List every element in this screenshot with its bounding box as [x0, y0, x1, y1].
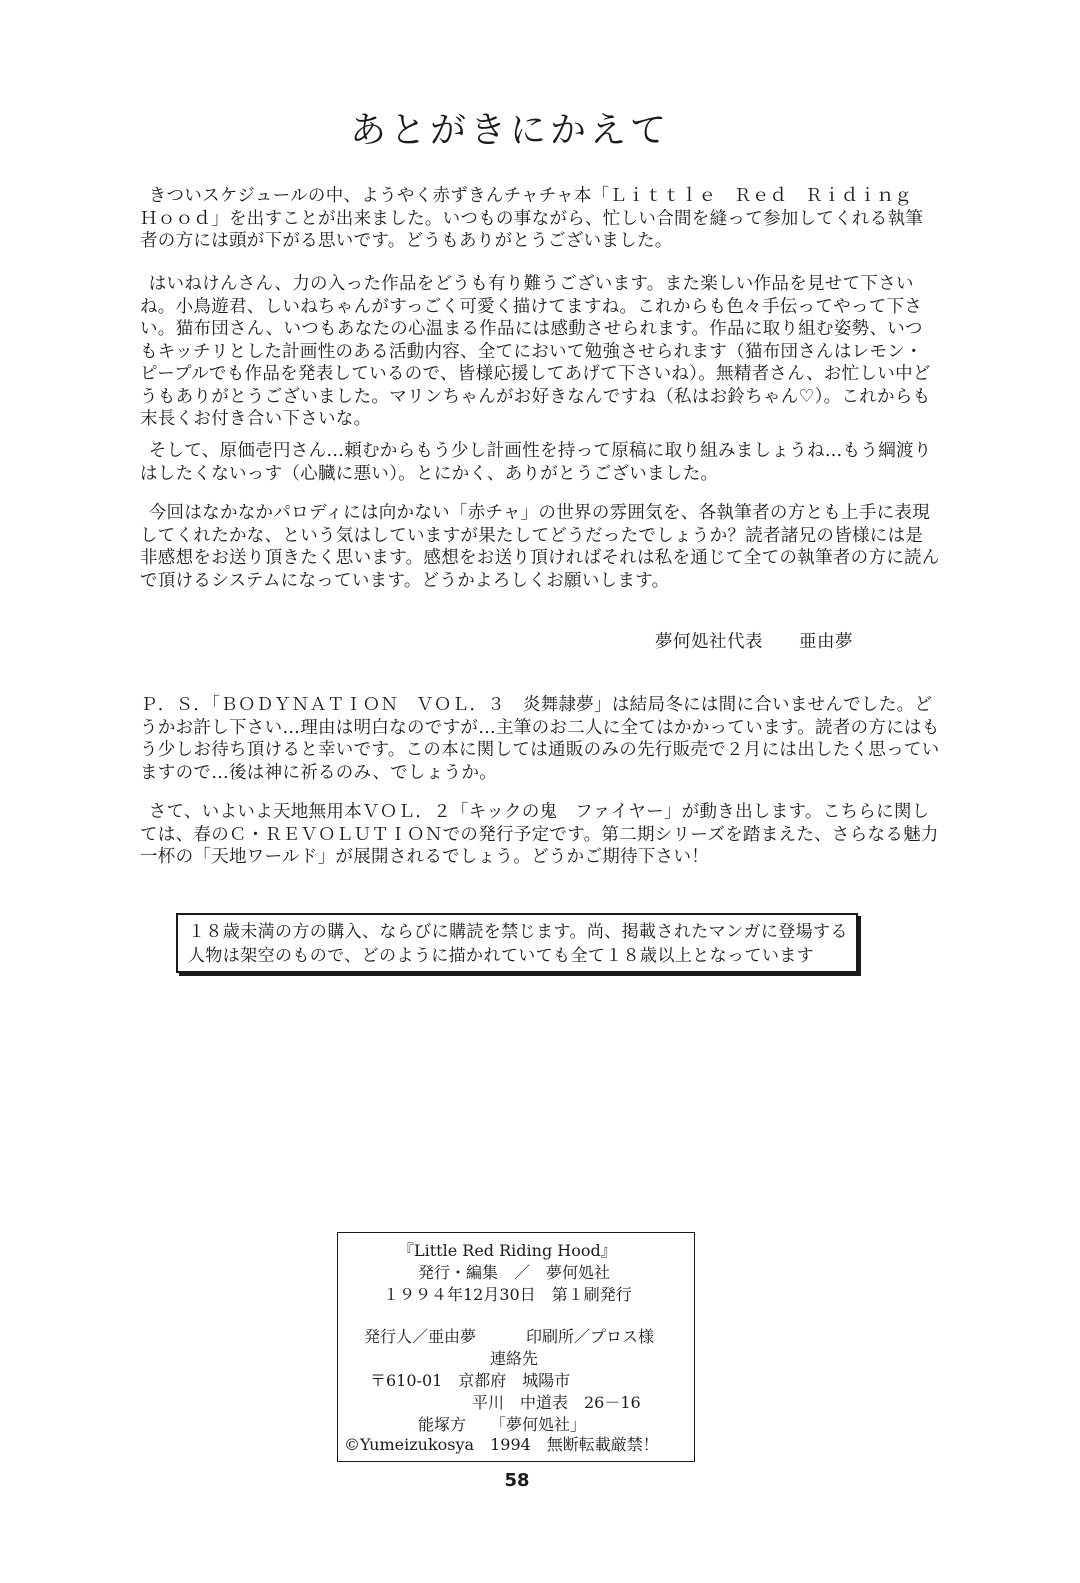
- age-restriction-notice: １８歳未満の方の購入、ならびに購読を禁じます。尚、掲載されたマンガに登場する人物は架空のもので、どのように描かれていても全て１８歳以上となっています: [176, 913, 858, 973]
- signature-org: 夢何処社代表: [655, 632, 763, 652]
- signature-name: 亜由夢: [799, 632, 853, 652]
- colophon-copyright: ©Yumeizukosya 1994 無断転載厳禁！: [344, 1435, 659, 1454]
- paragraph-postscript: Ｐ．Ｓ．「ＢＯＤＹＮＡＴＩＯＮ ＶＯＬ．３ 炎舞隷夢」は結局冬には間に合いませんでした。どうかお許し下さい…理由は明白なのですが…主筆のお二人に全てはかかっています。読者の方にはもう少しお待ち頂けると幸いです。この本に関しては通販のみの先行販売で２月には出したく思っていますので…後は神に祈るのみ、でしょうか。: [140, 695, 940, 783]
- colophon-publisher: 発行人／亜由夢: [364, 1327, 477, 1346]
- paragraph-feedback: 今回はなかなかパロディには向かない「赤チャ」の世界の雰囲気を、各執筆者の方とも上手に表現してくれたかな、という気はしていますが果たしてどうだったでしょうか？読者諸兄の皆様には是非感想をお送り頂きたく思います。感想をお送り頂ければそれは私を通じて全ての執筆者の方に読んで頂けるシステムになっています。どうかよろしくお願いします。: [140, 503, 940, 591]
- colophon-contact-label: 連絡先: [490, 1349, 539, 1368]
- paragraph-thanks-authors: はいねけんさん、力の入った作品をどうも有り難うございます。また楽しい作品を見せて下さいね。小鳥遊君、しいねちゃんがすっごく可愛く描けてますね。これからも色々手伝ってやって下さい。猫布団さん、いつもあなたの心温まる作品には感動させられます。作品に取り組む姿勢、いつもキッチリとした計画性のある活動内容、全てにおいて勉強させられます（猫布団さんはレモン・ピープルでも作品を発表しているので、皆様応援してあげて下さいね）。無精者さん、お忙しい中どうもありがとうございました。マリンちゃんがお好きなんですね（私はお鈴ちゃん♡）。これからも末長くお付き合い下さいな。: [140, 274, 931, 429]
- page-number: 58: [504, 1470, 530, 1491]
- paragraph-next-release: さて、いよいよ天地無用本ＶＯＬ．２「キックの鬼 ファイヤー」が動き出します。こちらに関しては、春のＣ・ＲＥＶＯＬＵＴＩＯＮでの発行予定です。第二期シリーズを踏まえた、さらなる魅力一杯の「天地ワールド」が展開されるでしょう。どうかご期待下さい！: [140, 802, 939, 867]
- colophon-publish-edit: 発行・編集 ／ 夢何処社: [418, 1263, 611, 1282]
- signature: [655, 628, 853, 653]
- page-title: あとがきにかえて: [349, 110, 670, 151]
- colophon-book-title: 『Little Red Riding Hood』: [398, 1241, 617, 1260]
- colophon-printer: 印刷所／プロス様: [526, 1327, 655, 1346]
- colophon-care-of: 能塚方 「夢何処社」: [418, 1415, 587, 1434]
- colophon-date: １９９４年12月30日 第１刷発行: [383, 1285, 632, 1304]
- paragraph-intro: きついスケジュールの中、ようやく赤ずきんチャチャ本「Ｌｉｔｔｌｅ Ｒｅｄ Ｒｉｄｉｎｇ Ｈｏｏｄ」を出すことが出来ました。いつもの事ながら、忙しい合間を縫って参加してくれる執筆者の方には頭が下がる思いです。どうもありがとうございました。: [140, 186, 930, 251]
- colophon-address-2: 平川 中道表 26－16: [472, 1393, 641, 1412]
- paragraph-thanks-genka: そして、原価壱円さん…頼むからもう少し計画性を持って原稿に取り組みましょうね…もう綱渡りはしたくないっす（心臓に悪い）。とにかく、ありがとうございました。: [140, 441, 932, 484]
- colophon-address-1: 〒610-01 京都府 城陽市: [370, 1371, 571, 1390]
- colophon-box: [337, 1232, 695, 1462]
